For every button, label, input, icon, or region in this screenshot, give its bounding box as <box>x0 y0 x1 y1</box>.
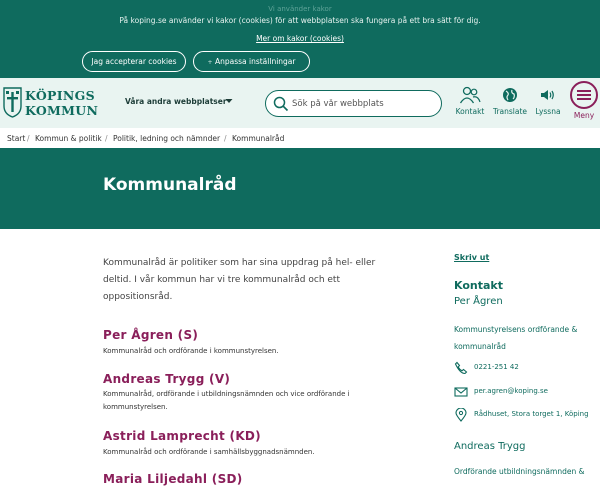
hamburger-icon <box>572 83 596 107</box>
plus-icon: + <box>207 59 213 66</box>
cookie-banner <box>0 0 600 78</box>
adjust-cookies-label: Anpassa inställningar <box>214 57 296 66</box>
contact-role: Ordförande utbildningsnämnden & <box>454 467 585 476</box>
intro-text: Kommunalråd är politiker som har sina uppdrag på hel- eller deltid. I vår kommun har vi tre kommunalråd och ett oppositionsråd. <box>103 258 376 302</box>
breadcrumb-item[interactable]: Kommun & politik <box>35 134 102 143</box>
kontakt-button[interactable] <box>452 86 488 116</box>
person-name: Per Ågren (S) <box>103 328 199 342</box>
person-name: Andreas Trygg (V) <box>103 372 231 386</box>
logo-line-1: KÖPINGS <box>25 88 95 103</box>
cookie-title: Vi använder kakor <box>268 5 332 13</box>
translate-label: Translate <box>492 107 528 116</box>
breadcrumb-current: Kommunalråd <box>232 134 285 143</box>
search-input[interactable] <box>292 95 437 113</box>
person-description: Kommunalråd, ordförande i utbildningsnämnden och vice ordförande i kommunstyrelsen. <box>103 390 350 411</box>
cookie-message: På koping.se använder vi kakor (cookies) för att webbplatsen ska fungera på ett bra sätt för dig. <box>119 16 481 25</box>
other-sites-dropdown[interactable] <box>125 97 227 106</box>
breadcrumb-separator: / <box>27 134 30 143</box>
adjust-cookies-button[interactable] <box>193 51 310 72</box>
contact-address-value: Rådhuset, Stora torget 1, Köping <box>474 410 589 418</box>
person-name: Maria Liljedahl (SD) <box>103 472 243 486</box>
translate-button[interactable] <box>492 86 528 116</box>
breadcrumb-separator: / <box>224 134 227 143</box>
speaker-icon <box>539 86 557 104</box>
lyssna-button[interactable] <box>532 86 564 116</box>
breadcrumb-item[interactable]: Start <box>7 134 26 143</box>
other-sites-label: Våra andra webbplatser <box>125 97 227 106</box>
accept-cookies-button[interactable]: Jag accepterar cookies <box>82 51 186 72</box>
search-icon[interactable] <box>273 96 289 112</box>
chevron-down-icon <box>225 97 233 105</box>
menu-button[interactable] <box>570 81 598 109</box>
contact-address <box>454 408 600 422</box>
location-pin-icon <box>454 408 468 422</box>
person-name: Astrid Lamprecht (KD) <box>103 429 261 443</box>
contact-email[interactable] <box>454 385 600 399</box>
lyssna-label: Lyssna <box>535 107 561 116</box>
globe-icon <box>501 86 519 104</box>
contact-name: Per Ågren <box>454 296 503 307</box>
contact-heading: Kontakt <box>454 279 503 292</box>
breadcrumb-separator: / <box>105 134 108 143</box>
phone-icon <box>454 361 468 375</box>
contact-phone-value: 0221-251 42 <box>474 363 519 371</box>
contact-email-value: per.agren@koping.se <box>474 387 548 395</box>
people-icon <box>459 86 481 104</box>
page-title: Kommunalråd <box>103 175 237 195</box>
cookie-more-link[interactable]: Mer om kakor (cookies) <box>256 34 344 43</box>
contact-name: Andreas Trygg <box>454 441 526 452</box>
kontakt-label: Kontakt <box>455 107 485 116</box>
person-description: Kommunalråd och ordförande i samhällsbyggnadsnämnden. <box>103 448 315 456</box>
breadcrumb <box>0 128 600 148</box>
site-header <box>0 78 600 128</box>
mail-icon <box>454 385 468 399</box>
contact-phone[interactable] <box>454 361 600 375</box>
breadcrumb-item[interactable]: Politik, ledning och nämnder <box>113 134 221 143</box>
print-link[interactable]: Skriv ut <box>454 253 490 262</box>
search-box <box>265 90 442 117</box>
person-description: Kommunalråd och ordförande i kommunstyrelsen. <box>103 347 279 355</box>
crest-icon <box>3 87 22 118</box>
page-hero <box>0 148 600 229</box>
logo-line-2: KOMMUN <box>25 103 99 118</box>
menu-label: Meny <box>573 111 595 120</box>
contact-role: Kommunstyrelsens ordförande & kommunalråd <box>454 325 578 351</box>
site-logo[interactable] <box>3 86 103 120</box>
